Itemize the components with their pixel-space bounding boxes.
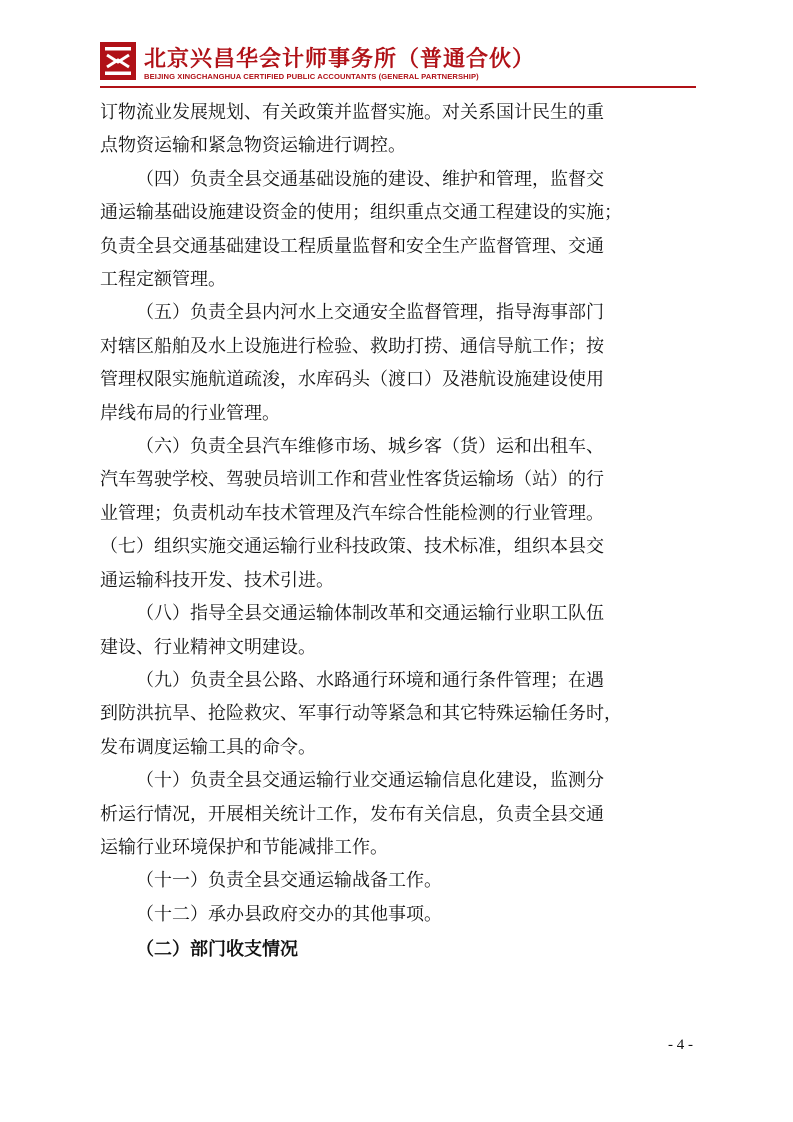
body-text-line: 析运行情况，开展相关统计工作，发布有关信息，负责全县交通	[100, 803, 604, 825]
section-heading: （二）部门收支情况	[136, 939, 298, 961]
body-text-line: （九）负责全县公路、水路通行环境和通行条件管理；在遇	[136, 669, 604, 691]
body-text-line: （八）指导全县交通运输体制改革和交通运输行业职工队伍	[136, 603, 604, 625]
body-text-line: 建设、行业精神文明建设。	[100, 636, 316, 658]
firm-name-chinese: 北京兴昌华会计师事务所（普通合伙）	[144, 47, 536, 72]
body-text-line: 点物资运输和紧急物资运输进行调控。	[100, 135, 406, 157]
body-text-line: （四）负责全县交通基础设施的建设、维护和管理，监督交	[136, 168, 604, 190]
body-text-line: 工程定额管理。	[100, 269, 226, 291]
body-text-line: 运输行业环境保护和节能减排工作。	[100, 836, 388, 858]
body-text-line: 岸线布局的行业管理。	[100, 402, 280, 424]
page-number: - 4 -	[668, 1037, 693, 1053]
letterhead	[100, 42, 700, 92]
body-text-line: 汽车驾驶学校、驾驶员培训工作和营业性客货运输场（站）的行	[100, 469, 604, 491]
body-text-line: （七）组织实施交通运输行业科技政策、技术标准，组织本县交	[100, 536, 604, 558]
firm-logo-icon	[100, 42, 136, 80]
body-text-line: 通运输基础设施建设资金的使用；组织重点交通工程建设的实施；	[100, 202, 622, 224]
body-text-line: （十）负责全县交通运输行业交通运输信息化建设，监测分	[136, 770, 604, 792]
document-body	[100, 96, 696, 967]
firm-name-english: BEIJING XINGCHANGHUA CERTIFIED PUBLIC ACCOUNTANTS (GENERAL PARTNERSHIP)	[144, 72, 479, 81]
body-text-line: 业管理；负责机动车技术管理及汽车综合性能检测的行业管理。	[100, 502, 604, 524]
body-text-line: 发布调度运输工具的命令。	[100, 736, 316, 758]
body-text-line: （六）负责全县汽车维修市场、城乡客（货）运和出租车、	[136, 436, 604, 458]
body-text-line: 通运输科技开发、技术引进。	[100, 569, 334, 591]
body-text-line: 负责全县交通基础建设工程质量监督和安全生产监督管理、交通	[100, 235, 604, 257]
body-text-line: （十一）负责全县交通运输战备工作。	[136, 870, 442, 892]
body-text-line: （十二）承办县政府交办的其他事项。	[136, 903, 442, 925]
header-divider	[100, 86, 696, 88]
body-text-line: 订物流业发展规划、有关政策并监督实施。对关系国计民生的重	[100, 102, 604, 123]
body-text-line: （五）负责全县内河水上交通安全监督管理，指导海事部门	[136, 302, 604, 324]
body-text-line: 对辖区船舶及水上设施进行检验、救助打捞、通信导航工作；按	[100, 335, 604, 357]
body-text-line: 到防洪抗旱、抢险救灾、军事行动等紧急和其它特殊运输任务时，	[100, 703, 622, 725]
body-text-line: 管理权限实施航道疏浚，水库码头（渡口）及港航设施建设使用	[100, 369, 604, 391]
